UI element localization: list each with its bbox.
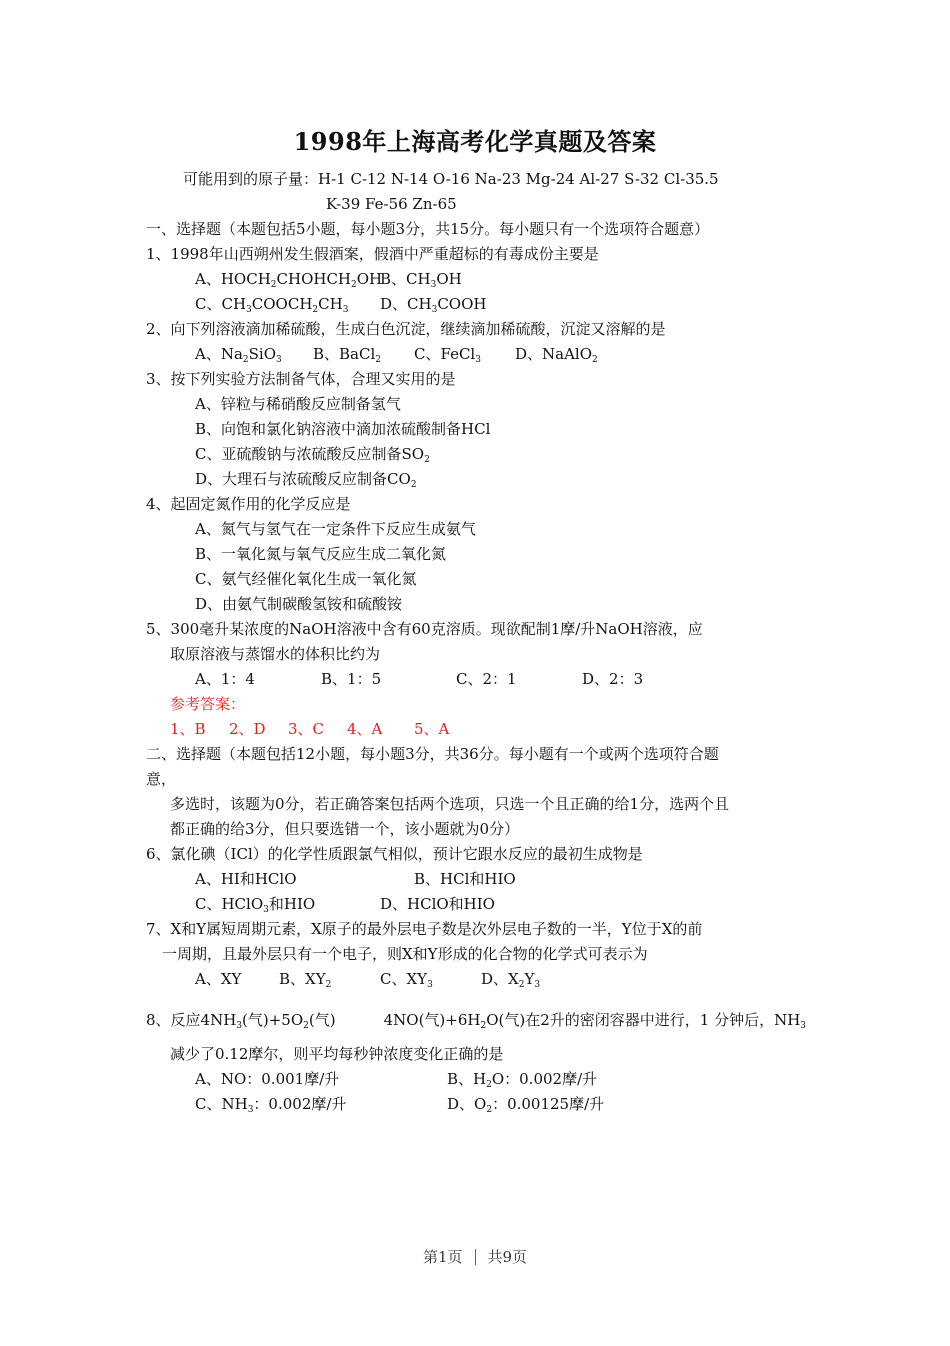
answer-item: 4、A [347, 720, 383, 738]
answer-item: 3、C [288, 720, 325, 738]
q5-stem-line1: 5、300毫升某浓度的NaOH溶液中含有60克溶质。现欲配制1摩/升NaOH溶液，应 [146, 620, 703, 638]
q6-option-c: C、HClO$_3$和HIO [195, 895, 316, 915]
page-footer [0, 1246, 950, 1267]
section2-heading-line2: 意， [146, 770, 177, 788]
section2-heading-line1: 二、选择题（本题包括12小题，每小题3分，共36分。每小题有一个或两个选项符合题 [146, 745, 719, 763]
q7-stem-line2: 一周期，且最外层只有一个电子，则X和Y形成的化合物的化学式可表示为 [162, 945, 648, 963]
q2-stem: 2、向下列溶液滴加稀硫酸，生成白色沉淀，继续滴加稀硫酸，沉淀又溶解的是 [146, 320, 666, 338]
q5-option-c: C、2：1 [456, 670, 517, 688]
q6-option-a: A、HI和HClO [195, 870, 297, 888]
section2-heading-line3: 多选时，该题为0分，若正确答案包括两个选项，只选一个且正确的给1分，选两个且 [170, 795, 730, 813]
page-number: 第1页 [422, 1248, 463, 1266]
q3-stem: 3、按下列实验方法制备气体，合理又实用的是 [146, 370, 456, 388]
q8-option-d: D、$O_2$：0.00125摩/升 [447, 1095, 605, 1115]
q2-option-d: D、NaAlO$_2$ [515, 345, 598, 365]
answer-item: 1、B [170, 720, 206, 738]
footer-divider [475, 1249, 476, 1265]
q7-stem-line1: 7、X和Y属短周期元素，X原子的最外层电子数是次外层电子数的一半，Y位于X的前 [146, 920, 703, 938]
q5-option-b: B、1：5 [321, 670, 382, 688]
atomic-masses-line1: 可能用到的原子量：H-1 C-12 N-14 O-16 Na-23 Mg-24 Al-27 S-32 Cl-35.5 [183, 170, 719, 188]
q4-option-b: B、一氧化氮与氧气反应生成二氧化氮 [195, 545, 447, 563]
q4-option-a: A、氮气与氢气在一定条件下反应生成氨气 [195, 520, 476, 538]
q4-option-d: D、由氨气制碳酸氢铵和硫酸铵 [195, 595, 403, 613]
page-title: 1998年上海高考化学真题及答案 [293, 127, 657, 156]
answer-item: 5、A [414, 720, 450, 738]
q8-stem-line1: 8、反应$4NH_3$(气)$+5O_2$(气) 4NO(气)$+6H_2O$(气)在2升的密闭容器中进行，1 分钟后，$NH_3$ [146, 1011, 807, 1031]
q8-option-a: A、NO：0.001摩/升 [195, 1070, 340, 1088]
q8-stem-line2: 减少了0.12摩尔，则平均每秒钟浓度变化正确的是 [170, 1045, 504, 1063]
q4-stem: 4、起固定氮作用的化学反应是 [146, 495, 351, 513]
section2-heading-line4: 都正确的给3分，但只要选错一个，该小题就为0分） [170, 820, 520, 838]
q3-option-b: B、向饱和氯化钠溶液中滴加浓硫酸制备HCl [195, 420, 491, 438]
section1-heading: 一、选择题（本题包括5小题，每小题3分，共15分。每小题只有一个选项符合题意） [146, 220, 710, 238]
q3-option-a: A、锌粒与稀硝酸反应制备氢气 [195, 395, 401, 413]
q5-option-d: D、2：3 [582, 670, 644, 688]
total-pages: 共9页 [487, 1248, 528, 1266]
q3-option-d: D、大理石与浓硫酸反应制备$CO_2$ [195, 470, 417, 490]
q5-option-a: A、1：4 [195, 670, 255, 688]
q6-option-b: B、HCl和HIO [414, 870, 516, 888]
q7-option-b: B、$XY_2$ [279, 970, 332, 990]
q4-option-c: C、氨气经催化氧化生成一氧化氮 [195, 570, 417, 588]
q7-option-d: D、$X_2Y_3$ [481, 970, 541, 990]
q1-stem: 1、1998年山西朔州发生假酒案，假酒中严重超标的有毒成份主要是 [146, 245, 599, 263]
q5-stem-line2: 取原溶液与蒸馏水的体积比约为 [170, 645, 381, 663]
q1-option-b: B、$CH_3OH$ [380, 270, 462, 290]
answers-label: 参考答案： [170, 695, 246, 713]
q8-option-c: C、$NH_3$：0.002摩/升 [195, 1095, 347, 1115]
q6-stem: 6、氯化碘（ICl）的化学性质跟氯气相似，预计它跟水反应的最初生成物是 [146, 845, 643, 863]
q2-option-b: B、BaCl$_2$ [313, 345, 381, 365]
q1-option-a: A、$HOCH_2CHOHCH_2OH$ [195, 270, 383, 290]
q7-option-a: A、XY [195, 970, 242, 988]
q3-option-c: C、亚硫酸钠与浓硫酸反应制备$SO_2$ [195, 445, 430, 465]
answer-item: 2、D [229, 720, 266, 738]
q2-option-a: A、$Na_2SiO_3$ [195, 345, 282, 365]
q1-option-d: D、$CH_3COOH$ [380, 295, 487, 315]
q8-option-b: B、$H_2O$：0.002摩/升 [447, 1070, 598, 1090]
atomic-masses-line2: K-39 Fe-56 Zn-65 [326, 195, 457, 213]
q6-option-d: D、HClO和HIO [380, 895, 495, 913]
q2-option-c: C、FeCl$_3$ [414, 345, 481, 365]
q1-option-c: C、$CH_3COOCH_2CH_3$ [195, 295, 349, 315]
q7-option-c: C、$XY_3$ [380, 970, 433, 990]
